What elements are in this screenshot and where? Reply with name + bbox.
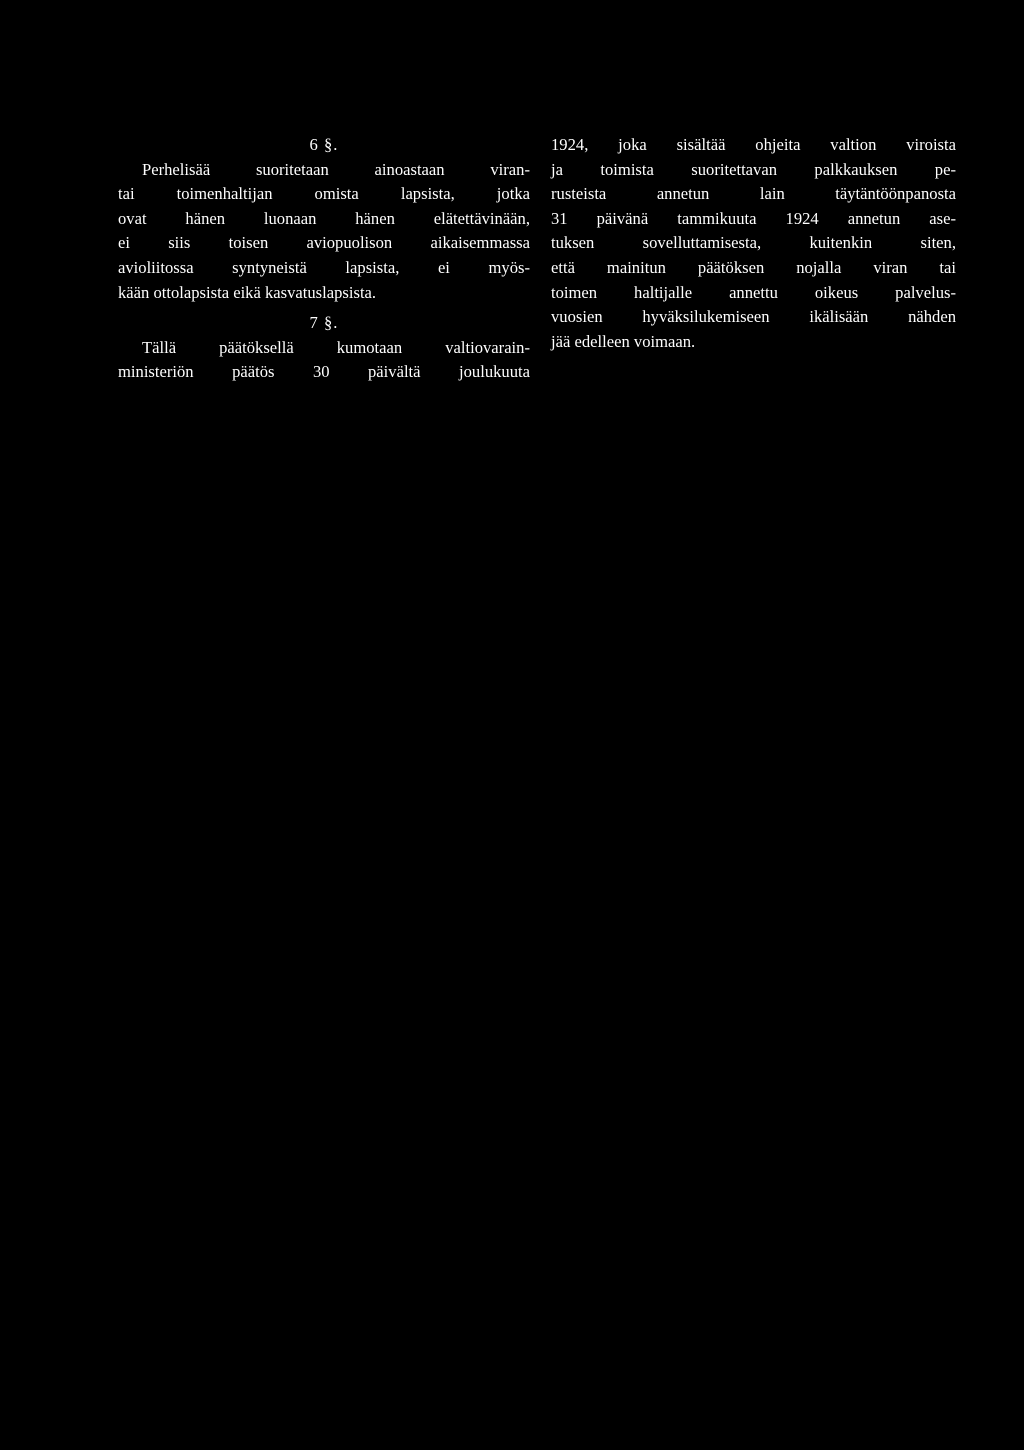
section-6-paragraph [118, 158, 530, 306]
paragraph-line: Perhelisää suoritetaan ainoastaan viran- [142, 159, 530, 179]
section-7-heading: 7 §. [309, 313, 339, 333]
section-6-heading: 6 §. [309, 135, 339, 154]
paragraph-line: 31 päivänä tammikuuta 1924 annetun ase- [551, 208, 956, 228]
paragraph-line: vuosien hyväksilukemiseen ikälisään nähden [551, 307, 956, 327]
section-7-paragraph-continued [551, 133, 956, 354]
paragraph-line: toimen haltijalle annettu oikeus palvelus- [551, 282, 956, 302]
paragraph-line: ja toimista suoritettavan palkkauksen pe- [551, 159, 956, 179]
paragraph-line: Tällä päätöksellä kumotaan valtiovarain- [142, 337, 530, 357]
paragraph-line: ministeriön päätös 30 päivältä joulukuuta [118, 362, 530, 382]
paragraph-line: avioliitossa syntyneistä lapsista, ei myös- [118, 257, 530, 277]
section-7-paragraph [118, 336, 530, 385]
paragraph-line: rusteista annetun lain täytäntöönpanosta [551, 184, 956, 204]
left-column [118, 133, 530, 385]
paragraph-line: ei siis toisen aviopuolison aikaisemmassa [118, 233, 530, 253]
paragraph-line: kään ottolapsista eikä kasvatuslapsista. [118, 282, 377, 302]
right-column [551, 133, 956, 354]
paragraph-line: tai toimenhaltijan omista lapsista, jotka [118, 184, 530, 204]
paragraph-line: 1924, joka sisältää ohjeita valtion viroista [551, 135, 956, 154]
paragraph-line: että mainitun päätöksen nojalla viran tai [551, 257, 956, 277]
paragraph-line: tuksen sovelluttamisesta, kuitenkin siten, [551, 233, 956, 253]
paragraph-line: ovat hänen luonaan hänen elätettävinään, [118, 208, 530, 228]
paragraph-line: jää edelleen voimaan. [551, 331, 696, 351]
